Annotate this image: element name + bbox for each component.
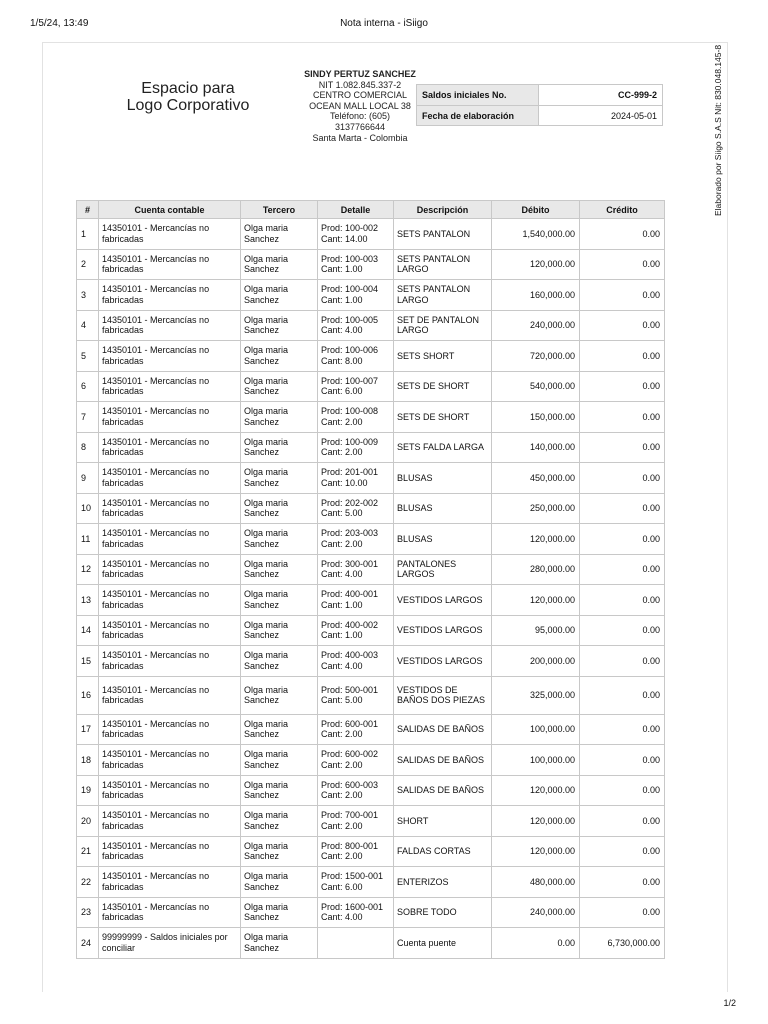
row-debit: 150,000.00 bbox=[492, 402, 580, 433]
row-credit: 0.00 bbox=[580, 676, 665, 714]
print-title: Nota interna - iSiigo bbox=[340, 18, 428, 29]
row-detail: Prod: 300-001 Cant: 4.00 bbox=[318, 554, 394, 585]
row-number: 2 bbox=[77, 249, 99, 280]
row-account: 14350101 - Mercancías no fabricadas bbox=[99, 432, 241, 463]
row-third-party: Olga maria Sanchez bbox=[241, 585, 318, 616]
row-detail: Prod: 100-002 Cant: 14.00 bbox=[318, 219, 394, 250]
row-description: SALIDAS DE BAÑOS bbox=[394, 745, 492, 776]
doc-date-row bbox=[417, 105, 662, 125]
row-third-party: Olga maria Sanchez bbox=[241, 775, 318, 806]
row-number: 9 bbox=[77, 463, 99, 494]
table-row bbox=[77, 806, 665, 837]
row-account: 14350101 - Mercancías no fabricadas bbox=[99, 867, 241, 898]
table-row bbox=[77, 836, 665, 867]
row-description: FALDAS CORTAS bbox=[394, 836, 492, 867]
row-account: 14350101 - Mercancías no fabricadas bbox=[99, 280, 241, 311]
row-number: 1 bbox=[77, 219, 99, 250]
row-credit: 0.00 bbox=[580, 493, 665, 524]
row-debit: 160,000.00 bbox=[492, 280, 580, 311]
row-credit: 0.00 bbox=[580, 836, 665, 867]
row-number: 13 bbox=[77, 585, 99, 616]
row-number: 5 bbox=[77, 341, 99, 372]
row-description: SHORT bbox=[394, 806, 492, 837]
table-row bbox=[77, 371, 665, 402]
row-credit: 0.00 bbox=[580, 310, 665, 341]
row-debit: 120,000.00 bbox=[492, 836, 580, 867]
row-debit: 280,000.00 bbox=[492, 554, 580, 585]
table-row bbox=[77, 280, 665, 311]
row-credit: 0.00 bbox=[580, 463, 665, 494]
row-description: SALIDAS DE BAÑOS bbox=[394, 775, 492, 806]
page-number: 1/2 bbox=[723, 998, 736, 1008]
table-row bbox=[77, 249, 665, 280]
row-account: 14350101 - Mercancías no fabricadas bbox=[99, 554, 241, 585]
table-row bbox=[77, 928, 665, 959]
row-third-party: Olga maria Sanchez bbox=[241, 806, 318, 837]
col-header-description: Descripción bbox=[394, 201, 492, 219]
row-account: 14350101 - Mercancías no fabricadas bbox=[99, 745, 241, 776]
row-third-party: Olga maria Sanchez bbox=[241, 554, 318, 585]
row-description: SETS DE SHORT bbox=[394, 371, 492, 402]
row-third-party: Olga maria Sanchez bbox=[241, 280, 318, 311]
row-account: 99999999 - Saldos iniciales por conciliar bbox=[99, 928, 241, 959]
row-debit: 120,000.00 bbox=[492, 775, 580, 806]
row-account: 14350101 - Mercancías no fabricadas bbox=[99, 585, 241, 616]
row-detail: Prod: 202-002 Cant: 5.00 bbox=[318, 493, 394, 524]
row-description: BLUSAS bbox=[394, 463, 492, 494]
row-description: VESTIDOS DE BAÑOS DOS PIEZAS bbox=[394, 676, 492, 714]
row-description: VESTIDOS LARGOS bbox=[394, 615, 492, 646]
table-row bbox=[77, 867, 665, 898]
table-row bbox=[77, 432, 665, 463]
row-credit: 0.00 bbox=[580, 745, 665, 776]
row-detail: Prod: 800-001 Cant: 2.00 bbox=[318, 836, 394, 867]
row-credit: 0.00 bbox=[580, 714, 665, 745]
row-debit: 120,000.00 bbox=[492, 585, 580, 616]
col-header-account: Cuenta contable bbox=[99, 201, 241, 219]
company-nit: NIT 1.082.845.337-2 bbox=[318, 79, 402, 90]
row-number: 12 bbox=[77, 554, 99, 585]
row-description: SET DE PANTALON LARGO bbox=[394, 310, 492, 341]
row-detail: Prod: 100-004 Cant: 1.00 bbox=[318, 280, 394, 311]
side-text-label: Elaborado por Siigo S.A.S Nit: 830.048.145-8 bbox=[713, 44, 723, 216]
print-header bbox=[0, 0, 768, 30]
row-debit: 140,000.00 bbox=[492, 432, 580, 463]
table-row bbox=[77, 745, 665, 776]
table-row bbox=[77, 402, 665, 433]
row-credit: 0.00 bbox=[580, 646, 665, 677]
row-detail: Prod: 100-008 Cant: 2.00 bbox=[318, 402, 394, 433]
row-description: SETS PANTALON LARGO bbox=[394, 280, 492, 311]
row-number: 21 bbox=[77, 836, 99, 867]
row-detail: Prod: 100-006 Cant: 8.00 bbox=[318, 341, 394, 372]
logo-placeholder bbox=[112, 80, 264, 114]
company-address-1: CENTRO COMERCIAL bbox=[312, 90, 407, 101]
row-number: 18 bbox=[77, 745, 99, 776]
row-debit: 240,000.00 bbox=[492, 310, 580, 341]
accounting-table bbox=[76, 200, 665, 959]
row-description: PANTALONES LARGOS bbox=[394, 554, 492, 585]
row-account: 14350101 - Mercancías no fabricadas bbox=[99, 219, 241, 250]
row-description: SETS SHORT bbox=[394, 341, 492, 372]
col-header-debit: Débito bbox=[492, 201, 580, 219]
row-account: 14350101 - Mercancías no fabricadas bbox=[99, 806, 241, 837]
table-row bbox=[77, 341, 665, 372]
doc-number-row bbox=[417, 85, 662, 105]
row-third-party: Olga maria Sanchez bbox=[241, 219, 318, 250]
row-number: 8 bbox=[77, 432, 99, 463]
row-third-party: Olga maria Sanchez bbox=[241, 676, 318, 714]
table-row bbox=[77, 676, 665, 714]
row-third-party: Olga maria Sanchez bbox=[241, 836, 318, 867]
row-third-party: Olga maria Sanchez bbox=[241, 463, 318, 494]
row-detail: Prod: 600-003 Cant: 2.00 bbox=[318, 775, 394, 806]
table-row bbox=[77, 775, 665, 806]
row-account: 14350101 - Mercancías no fabricadas bbox=[99, 310, 241, 341]
row-credit: 6,730,000.00 bbox=[580, 928, 665, 959]
row-credit: 0.00 bbox=[580, 615, 665, 646]
row-detail: Prod: 100-007 Cant: 6.00 bbox=[318, 371, 394, 402]
print-date: 1/5/24, 13:49 bbox=[30, 18, 89, 29]
row-description: VESTIDOS LARGOS bbox=[394, 646, 492, 677]
row-third-party: Olga maria Sanchez bbox=[241, 646, 318, 677]
col-header-credit: Crédito bbox=[580, 201, 665, 219]
doc-number-value: CC-999-2 bbox=[617, 90, 657, 100]
row-number: 19 bbox=[77, 775, 99, 806]
table-row bbox=[77, 585, 665, 616]
row-credit: 0.00 bbox=[580, 249, 665, 280]
row-debit: 120,000.00 bbox=[492, 249, 580, 280]
row-detail: Prod: 600-002 Cant: 2.00 bbox=[318, 745, 394, 776]
table-row bbox=[77, 310, 665, 341]
row-debit: 100,000.00 bbox=[492, 714, 580, 745]
row-description: BLUSAS bbox=[394, 493, 492, 524]
row-debit: 540,000.00 bbox=[492, 371, 580, 402]
doc-date-label: Fecha de elaboración bbox=[417, 106, 539, 125]
table-body bbox=[77, 219, 665, 959]
row-description: SETS FALDA LARGA bbox=[394, 432, 492, 463]
row-detail: Prod: 400-003 Cant: 4.00 bbox=[318, 646, 394, 677]
row-credit: 0.00 bbox=[580, 806, 665, 837]
row-account: 14350101 - Mercancías no fabricadas bbox=[99, 402, 241, 433]
row-credit: 0.00 bbox=[580, 280, 665, 311]
row-detail: Prod: 400-002 Cant: 1.00 bbox=[318, 615, 394, 646]
row-third-party: Olga maria Sanchez bbox=[241, 371, 318, 402]
doc-number-label: Saldos iniciales No. bbox=[417, 85, 539, 105]
row-debit: 325,000.00 bbox=[492, 676, 580, 714]
table-row bbox=[77, 646, 665, 677]
company-info bbox=[290, 69, 430, 143]
row-description: SETS DE SHORT bbox=[394, 402, 492, 433]
doc-date-value: 2024-05-01 bbox=[610, 110, 657, 121]
row-account: 14350101 - Mercancías no fabricadas bbox=[99, 341, 241, 372]
row-account: 14350101 - Mercancías no fabricadas bbox=[99, 463, 241, 494]
row-debit: 720,000.00 bbox=[492, 341, 580, 372]
row-third-party: Olga maria Sanchez bbox=[241, 714, 318, 745]
row-number: 17 bbox=[77, 714, 99, 745]
row-third-party: Olga maria Sanchez bbox=[241, 897, 318, 928]
row-number: 20 bbox=[77, 806, 99, 837]
row-debit: 1,540,000.00 bbox=[492, 219, 580, 250]
row-number: 24 bbox=[77, 928, 99, 959]
row-description: SETS PANTALON LARGO bbox=[394, 249, 492, 280]
row-number: 14 bbox=[77, 615, 99, 646]
row-account: 14350101 - Mercancías no fabricadas bbox=[99, 524, 241, 555]
row-credit: 0.00 bbox=[580, 554, 665, 585]
row-account: 14350101 - Mercancías no fabricadas bbox=[99, 676, 241, 714]
logo-line-1: Espacio para bbox=[141, 80, 235, 97]
row-third-party: Olga maria Sanchez bbox=[241, 432, 318, 463]
col-header-detail: Detalle bbox=[318, 201, 394, 219]
row-debit: 0.00 bbox=[492, 928, 580, 959]
company-city: Santa Marta - Colombia bbox=[312, 132, 408, 143]
row-number: 6 bbox=[77, 371, 99, 402]
document-info-box bbox=[416, 84, 663, 126]
row-credit: 0.00 bbox=[580, 432, 665, 463]
row-debit: 95,000.00 bbox=[492, 615, 580, 646]
company-name: SINDY PERTUZ SANCHEZ bbox=[304, 69, 416, 79]
row-detail: Prod: 203-003 Cant: 2.00 bbox=[318, 524, 394, 555]
row-credit: 0.00 bbox=[580, 402, 665, 433]
row-detail: Prod: 700-001 Cant: 2.00 bbox=[318, 806, 394, 837]
row-number: 23 bbox=[77, 897, 99, 928]
row-account: 14350101 - Mercancías no fabricadas bbox=[99, 897, 241, 928]
row-account: 14350101 - Mercancías no fabricadas bbox=[99, 836, 241, 867]
row-debit: 450,000.00 bbox=[492, 463, 580, 494]
row-number: 4 bbox=[77, 310, 99, 341]
row-third-party: Olga maria Sanchez bbox=[241, 341, 318, 372]
table-row bbox=[77, 524, 665, 555]
row-detail: Prod: 1500-001 Cant: 6.00 bbox=[318, 867, 394, 898]
row-detail bbox=[318, 928, 394, 959]
row-credit: 0.00 bbox=[580, 867, 665, 898]
company-phone: 3137766644 bbox=[334, 121, 386, 132]
row-third-party: Olga maria Sanchez bbox=[241, 493, 318, 524]
row-number: 7 bbox=[77, 402, 99, 433]
company-address-2: OCEAN MALL LOCAL 38 bbox=[309, 100, 411, 111]
col-header-third-party: Tercero bbox=[241, 201, 318, 219]
row-description: VESTIDOS LARGOS bbox=[394, 585, 492, 616]
row-description: Cuenta puente bbox=[394, 928, 492, 959]
row-debit: 200,000.00 bbox=[492, 646, 580, 677]
row-number: 3 bbox=[77, 280, 99, 311]
row-account: 14350101 - Mercancías no fabricadas bbox=[99, 775, 241, 806]
row-credit: 0.00 bbox=[580, 897, 665, 928]
row-third-party: Olga maria Sanchez bbox=[241, 402, 318, 433]
row-credit: 0.00 bbox=[580, 585, 665, 616]
row-third-party: Olga maria Sanchez bbox=[241, 745, 318, 776]
table-row bbox=[77, 714, 665, 745]
row-third-party: Olga maria Sanchez bbox=[241, 249, 318, 280]
row-credit: 0.00 bbox=[580, 524, 665, 555]
table-row bbox=[77, 897, 665, 928]
row-debit: 240,000.00 bbox=[492, 897, 580, 928]
row-number: 22 bbox=[77, 867, 99, 898]
row-account: 14350101 - Mercancías no fabricadas bbox=[99, 714, 241, 745]
row-debit: 480,000.00 bbox=[492, 867, 580, 898]
row-detail: Prod: 400-001 Cant: 1.00 bbox=[318, 585, 394, 616]
row-credit: 0.00 bbox=[580, 371, 665, 402]
row-third-party: Olga maria Sanchez bbox=[241, 524, 318, 555]
row-credit: 0.00 bbox=[580, 341, 665, 372]
row-detail: Prod: 100-005 Cant: 4.00 bbox=[318, 310, 394, 341]
row-number: 15 bbox=[77, 646, 99, 677]
row-account: 14350101 - Mercancías no fabricadas bbox=[99, 371, 241, 402]
row-account: 14350101 - Mercancías no fabricadas bbox=[99, 249, 241, 280]
row-detail: Prod: 201-001 Cant: 10.00 bbox=[318, 463, 394, 494]
table-row bbox=[77, 463, 665, 494]
row-credit: 0.00 bbox=[580, 775, 665, 806]
row-detail: Prod: 1600-001 Cant: 4.00 bbox=[318, 897, 394, 928]
row-account: 14350101 - Mercancías no fabricadas bbox=[99, 615, 241, 646]
table-row bbox=[77, 554, 665, 585]
row-description: BLUSAS bbox=[394, 524, 492, 555]
side-vertical-text bbox=[712, 46, 724, 216]
row-third-party: Olga maria Sanchez bbox=[241, 928, 318, 959]
row-credit: 0.00 bbox=[580, 219, 665, 250]
row-description: SOBRE TODO bbox=[394, 897, 492, 928]
row-third-party: Olga maria Sanchez bbox=[241, 867, 318, 898]
logo-line-2: Logo Corporativo bbox=[126, 97, 250, 114]
row-third-party: Olga maria Sanchez bbox=[241, 310, 318, 341]
row-detail: Prod: 100-009 Cant: 2.00 bbox=[318, 432, 394, 463]
row-description: SETS PANTALON bbox=[394, 219, 492, 250]
table-row bbox=[77, 219, 665, 250]
row-debit: 120,000.00 bbox=[492, 806, 580, 837]
row-debit: 100,000.00 bbox=[492, 745, 580, 776]
row-description: ENTERIZOS bbox=[394, 867, 492, 898]
row-account: 14350101 - Mercancías no fabricadas bbox=[99, 493, 241, 524]
row-debit: 250,000.00 bbox=[492, 493, 580, 524]
row-description: SALIDAS DE BAÑOS bbox=[394, 714, 492, 745]
table-header-row bbox=[77, 201, 665, 219]
row-number: 10 bbox=[77, 493, 99, 524]
row-detail: Prod: 100-003 Cant: 1.00 bbox=[318, 249, 394, 280]
row-number: 11 bbox=[77, 524, 99, 555]
table-row bbox=[77, 615, 665, 646]
row-number: 16 bbox=[77, 676, 99, 714]
row-debit: 120,000.00 bbox=[492, 524, 580, 555]
row-third-party: Olga maria Sanchez bbox=[241, 615, 318, 646]
row-account: 14350101 - Mercancías no fabricadas bbox=[99, 646, 241, 677]
table-row bbox=[77, 493, 665, 524]
row-detail: Prod: 500-001 Cant: 5.00 bbox=[318, 676, 394, 714]
col-header-number: # bbox=[77, 201, 99, 219]
row-detail: Prod: 600-001 Cant: 2.00 bbox=[318, 714, 394, 745]
company-phone-label: Teléfono: (605) bbox=[329, 111, 391, 122]
